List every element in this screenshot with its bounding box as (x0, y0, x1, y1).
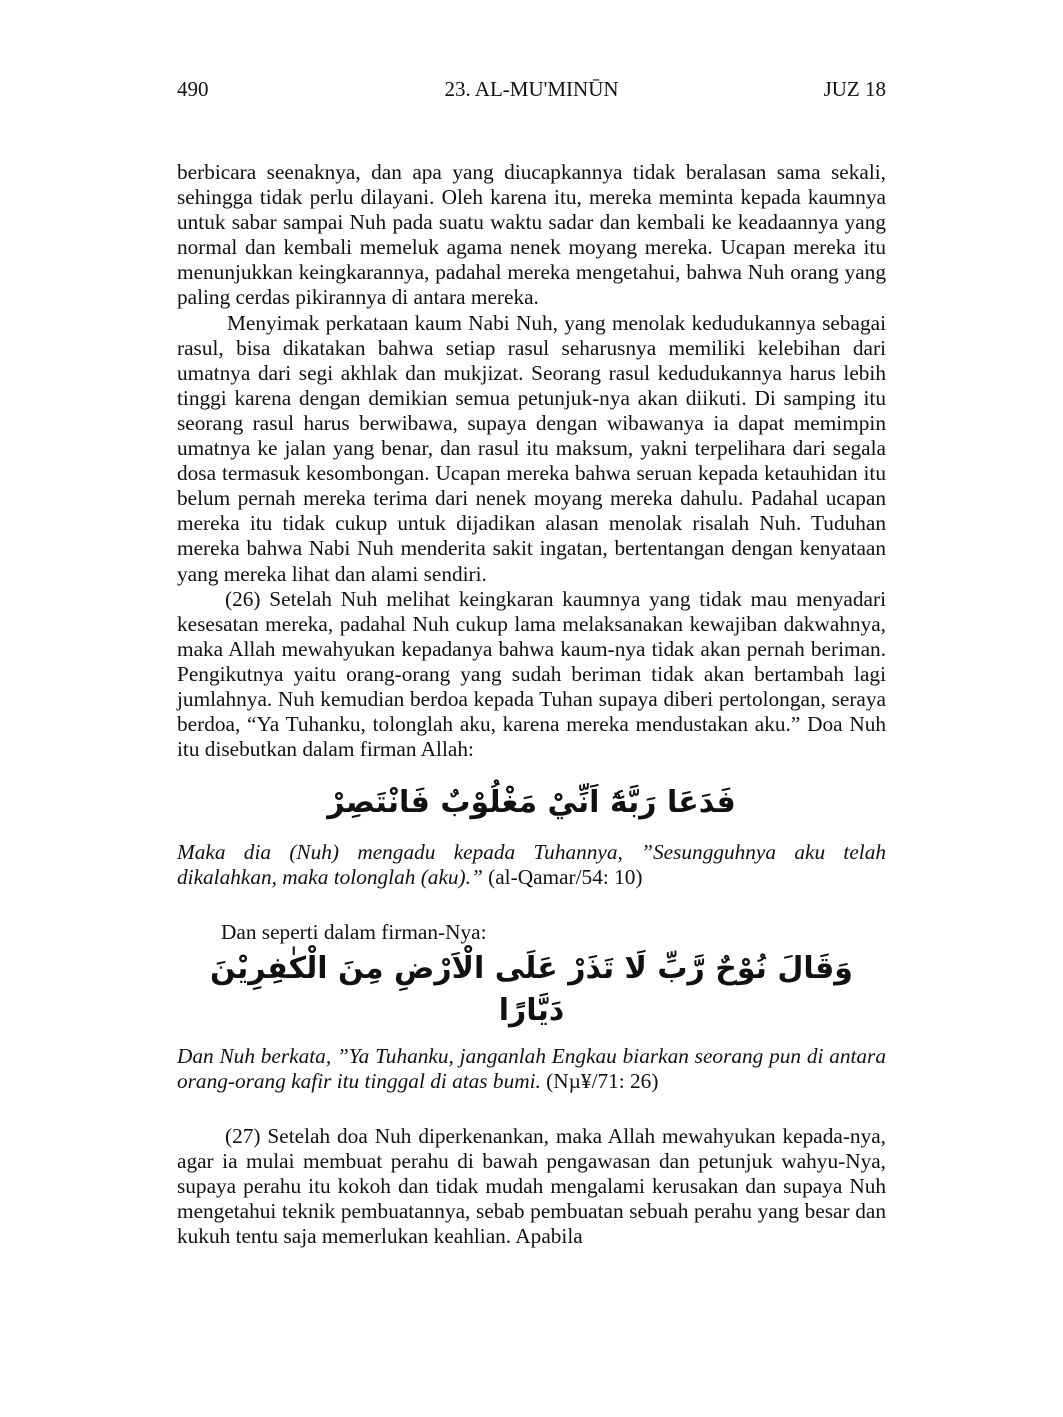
paragraph-verse-26: (26) Setelah Nuh melihat keingkaran kaumnya yang tidak mau menyadari kesesatan mereka, padahal Nuh cukup lama melaksanakan kewajiban dakwahnya, maka Allah mewahyukan kepadanya bahwa kaum-nya tidak akan pernah beriman. Pengikutnya yaitu orang-orang yang sudah beriman tidak akan bertambah lagi jumlahnya. Nuh kemudian berdoa kepada Tuhan supaya diberi pertolongan, seraya berdoa, “Ya Tuhanku, tolonglah aku, karena mereka mendustakan aku.” Doa Nuh itu disebutkan dalam firman Allah: (177, 586, 886, 762)
arabic-verse-qamar: فَدَعَا رَبَّهٗٓ اَنِّيْ مَغْلُوْبٌ فَانْتَصِرْ (327, 785, 736, 821)
intro-second-verse: Dan seperti dalam firman-Nya: (221, 920, 487, 945)
translation-qamar (177, 840, 886, 890)
paragraph-rasul: Menyimak perkataan kaum Nabi Nuh, yang menolak kedudukannya sebagai rasul, bisa dikatakan bahwa setiap rasul seharusnya memiliki kelebihan dari umatnya dari segi akhlak dan mukjizat. Seorang rasul kedudukannya harus lebih tinggi karena dengan demikian semua petunjuk-nya akan diikuti. Di samping itu seorang rasul harus berwibawa, supaya dengan wibawanya ia dapat memimpin umatnya ke jalan yang benar, dan rasul itu maksum, yakni terpelihara dari segala dosa termasuk kesombongan. Ucapan mereka bahwa seruan kepada ketauhidan itu belum pernah mereka terima dari nenek moyang mereka dahulu. Padahal ucapan mereka itu tidak cukup untuk dijadikan alasan menolak risalah Nuh. Tuduhan mereka bahwa Nabi Nuh menderita sakit ingatan, bertentangan dengan kenyataan yang mereka lihat dan alami sendiri. (177, 310, 886, 586)
translation-nuh-text: Dan Nuh berkata, ”Ya Tuhanku, janganlah Engkau biarkan seorang pun di antara orang-orang kafir itu tinggal di atas bumi. (177, 1043, 886, 1093)
arabic-verse-nuh: وَقَالَ نُوْحٌ رَّبِّ لَا تَذَرْ عَلَى الْاَرْضِ مِنَ الْكٰفِرِيْنَ دَيَّارًا (210, 950, 853, 1028)
reference-nuh: (Nµ¥/71: 26) (546, 1068, 659, 1093)
translation-qamar-text: Maka dia (Nuh) mengadu kepada Tuhannya, ”Sesungguhnya aku telah dikalahkan, maka tolonglah (aku).” (177, 840, 886, 890)
juz-label: JUZ 18 (823, 77, 886, 101)
page-body (177, 160, 886, 1249)
page-number: 490 (177, 77, 209, 101)
paragraph-continued: berbicara seenaknya, dan apa yang diucapkannya tidak beralasan sama sekali, sehingga tidak perlu dilayani. Oleh karena itu, mereka meminta kepada kaumnya untuk sabar sampai Nuh pada suatu waktu sadar dan kembali ke keadaannya yang normal dan kembali memeluk agama nenek moyang mereka. Ucapan mereka itu menunjukkan keingkarannya, padahal mereka mengetahui, bahwa Nuh orang yang paling cerdas pikirannya di antara mereka. (177, 160, 886, 310)
reference-qamar: (al-Qamar/54: 10) (488, 865, 643, 890)
running-header (177, 76, 886, 102)
spacer (177, 1094, 886, 1124)
paragraph-verse-27: (27) Setelah doa Nuh diperkenankan, maka Allah mewahyukan kepada-nya, agar ia mulai membuat perahu di bawah pengawasan dan petunjuk wahyu-Nya, supaya perahu itu kokoh dan tidak mudah mengalami kerusakan dan supaya Nuh mengetahui teknik pembuatannya, sebab pembuatan sebuah perahu yang besar dan kukuh tentu saja memerlukan keahlian. Apabila (177, 1123, 886, 1249)
translation-nuh (177, 1044, 886, 1094)
chapter-title: 23. AL-MU'MINŪN (444, 77, 619, 101)
